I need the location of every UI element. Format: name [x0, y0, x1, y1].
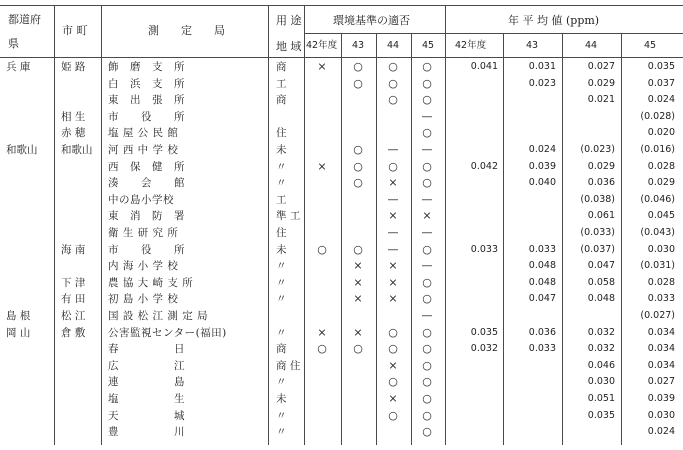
std-mark: ○: [353, 60, 363, 73]
std-mark: ○: [353, 143, 363, 156]
station-cell: 白 浜 支 所: [108, 77, 185, 90]
header-std-year: 43: [352, 40, 365, 51]
std-mark: ×: [388, 209, 398, 223]
avg-value: 0.051: [587, 393, 615, 404]
avg-value: 0.048: [587, 293, 615, 305]
use-cell: 工: [276, 193, 287, 206]
std-mark: ○: [353, 159, 363, 173]
avg-value: 0.029: [587, 160, 615, 172]
avg-value: 0.028: [647, 160, 675, 172]
avg-value: (0.043): [640, 227, 675, 238]
std-mark: ×: [317, 60, 327, 73]
avg-value: 0.033: [470, 243, 498, 255]
station-cell: 公害監視センター(福田): [108, 326, 227, 339]
avg-value: 0.024: [528, 144, 556, 155]
use-cell: 商: [276, 61, 287, 73]
std-mark: —: [421, 192, 433, 206]
city-cell: 和歌山: [61, 144, 93, 156]
avg-value: 0.047: [587, 260, 615, 272]
std-mark: —: [387, 226, 399, 239]
header-pref-line2: 県: [8, 37, 19, 50]
std-mark: ×: [388, 392, 398, 405]
use-cell: 未: [276, 393, 287, 405]
std-mark: —: [421, 226, 433, 239]
use-cell: 住: [276, 127, 287, 140]
std-mark: ○: [353, 76, 363, 90]
std-mark: ×: [388, 292, 398, 306]
use-cell: 工: [276, 77, 287, 90]
avg-value: (0.027): [640, 310, 675, 321]
avg-value: 0.024: [647, 426, 675, 438]
std-mark: ○: [388, 60, 398, 73]
station-cell: 河 西 中 学 校: [108, 144, 179, 156]
std-mark: ○: [422, 159, 432, 173]
std-mark: ×: [317, 325, 327, 339]
header-city: 市 町: [62, 24, 88, 37]
std-mark: ○: [388, 342, 398, 356]
station-cell: 農 協 大 崎 支 所: [108, 276, 194, 289]
std-mark: ×: [388, 259, 398, 273]
col-divider: [101, 5, 102, 445]
std-mark: ○: [422, 60, 432, 73]
avg-value: 0.027: [647, 376, 675, 388]
std-mark: ○: [422, 176, 432, 190]
avg-value: 0.037: [647, 77, 675, 89]
avg-value: 0.028: [647, 276, 675, 288]
avg-value: 0.032: [587, 343, 615, 355]
avg-value: 0.036: [528, 326, 556, 338]
col-divider: [503, 33, 504, 445]
station-cell: 連 島: [108, 376, 185, 389]
std-mark: ○: [422, 408, 432, 422]
station-cell: 市 役 所: [108, 110, 185, 123]
std-mark: ○: [388, 76, 398, 90]
std-mark: ○: [353, 176, 363, 190]
std-mark: ○: [422, 425, 432, 439]
avg-value: (0.033): [580, 227, 615, 238]
std-mark: ○: [388, 325, 398, 339]
avg-value: (0.031): [640, 260, 675, 272]
header-avg-title: 年 平 均 値 (ppm): [508, 14, 600, 27]
std-mark: —: [421, 259, 433, 273]
station-cell: 塩 屋 公 民 館: [108, 127, 179, 140]
header-avg-year: 44: [585, 40, 598, 51]
std-mark: ○: [422, 76, 432, 90]
use-cell: 〃: [276, 409, 287, 422]
use-cell: 〃: [276, 376, 287, 389]
city-cell: 倉 敷: [61, 326, 86, 339]
avg-value: 0.039: [647, 393, 675, 404]
avg-value: 0.029: [587, 77, 615, 89]
use-cell: 未: [276, 243, 287, 256]
station-cell: 飾 磨 支 所: [108, 61, 185, 73]
station-cell: 内 海 小 学 校: [108, 260, 179, 273]
avg-value: 0.023: [528, 77, 556, 89]
avg-value: (0.037): [580, 243, 615, 255]
header-use-line2: 地 域: [276, 40, 302, 53]
std-mark: ×: [388, 176, 398, 190]
use-cell: 〃: [276, 426, 287, 439]
city-cell: 赤 穂: [61, 127, 86, 140]
header-std-year: 44: [387, 40, 400, 51]
station-cell: 国 設 松 江 測 定 局: [108, 310, 209, 322]
header-avg-year: 45: [644, 40, 657, 51]
col-divider: [341, 33, 342, 445]
station-cell: 衛 生 研 究 所: [108, 227, 179, 239]
avg-value: 0.047: [528, 293, 556, 305]
avg-value: 0.027: [587, 61, 615, 72]
std-mark: ○: [422, 325, 432, 339]
use-cell: 商 住: [276, 359, 301, 372]
use-cell: 未: [276, 144, 287, 156]
std-mark: ○: [422, 126, 432, 140]
station-cell: 西 保 健 所: [108, 160, 185, 173]
avg-value: 0.030: [587, 376, 615, 388]
avg-value: 0.035: [587, 409, 615, 421]
std-mark: ×: [353, 292, 363, 306]
col-divider: [304, 5, 305, 445]
std-mark: ×: [388, 275, 398, 289]
avg-value: 0.032: [470, 343, 498, 355]
avg-value: (0.046): [640, 193, 675, 205]
std-mark: ○: [317, 342, 327, 356]
avg-value: 0.020: [647, 127, 675, 139]
use-cell: 準 工: [276, 210, 301, 223]
pref-cell: 和歌山: [6, 144, 38, 156]
std-mark: ○: [353, 342, 363, 356]
station-cell: 市 役 所: [108, 243, 185, 256]
std-mark: —: [421, 109, 433, 123]
avg-value: 0.030: [647, 409, 675, 421]
avg-value: 0.036: [587, 177, 615, 189]
avg-value: 0.061: [587, 210, 615, 222]
std-mark: —: [387, 242, 399, 256]
top-rule: [0, 5, 683, 6]
city-cell: 下 津: [61, 276, 86, 289]
avg-value: 0.021: [587, 94, 615, 106]
header-std-title: 環境基準の適否: [333, 14, 410, 27]
std-mark: ○: [422, 358, 432, 372]
station-cell: 広 江: [108, 359, 185, 372]
avg-value: 0.048: [528, 260, 556, 272]
city-cell: 有 田: [61, 293, 86, 306]
std-mark: ○: [388, 375, 398, 389]
std-mark: ○: [422, 93, 432, 107]
pref-cell: 島 根: [6, 310, 31, 322]
station-cell: 塩 生: [108, 393, 185, 405]
use-cell: 〃: [276, 160, 287, 173]
pref-cell: 兵 庫: [6, 61, 31, 73]
station-cell: 天 城: [108, 409, 185, 422]
avg-value: 0.040: [528, 177, 556, 189]
avg-value: 0.046: [587, 359, 615, 371]
city-cell: 相 生: [61, 110, 86, 123]
use-cell: 商: [276, 94, 287, 107]
avg-value: 0.030: [647, 243, 675, 255]
use-cell: 商: [276, 343, 287, 356]
col-divider: [376, 33, 377, 445]
avg-value: 0.034: [647, 326, 675, 338]
std-mark: ○: [422, 275, 432, 289]
use-cell: 住: [276, 227, 287, 239]
city-cell: 松 江: [61, 310, 86, 322]
station-cell: 東 消 防 署: [108, 210, 185, 223]
use-cell: 〃: [276, 293, 287, 306]
col-divider: [54, 5, 55, 445]
header-station: 測 定 局: [148, 24, 225, 37]
std-mark: ×: [317, 159, 327, 173]
station-cell: 湊 会 館: [108, 177, 185, 190]
avg-value: 0.042: [470, 160, 498, 172]
city-cell: 海 南: [61, 243, 86, 256]
pref-cell: 岡 山: [6, 326, 31, 339]
use-cell: 〃: [276, 276, 287, 289]
std-mark: ×: [353, 325, 363, 339]
avg-value: 0.045: [647, 210, 675, 222]
std-mark: ○: [388, 159, 398, 173]
std-mark: ○: [317, 242, 327, 256]
std-mark: ○: [422, 375, 432, 389]
header-use: 用 途: [276, 14, 302, 27]
header-avg-year: 42年度: [455, 40, 487, 51]
station-cell: 初 島 小 学 校: [108, 293, 179, 306]
avg-value: 0.034: [647, 359, 675, 371]
avg-value: 0.039: [528, 160, 556, 172]
std-mark: ○: [422, 392, 432, 405]
header-pref: 都道府: [8, 13, 41, 26]
std-mark: ×: [353, 259, 363, 273]
use-cell: 〃: [276, 326, 287, 339]
std-mark: ○: [422, 342, 432, 356]
avg-value: (0.028): [640, 110, 675, 122]
avg-value: 0.033: [528, 243, 556, 255]
station-cell: 中の島小学校: [108, 193, 174, 206]
avg-value: 0.041: [470, 61, 498, 72]
std-mark: ○: [422, 242, 432, 256]
avg-value: 0.029: [647, 177, 675, 189]
station-cell: 豊 川: [108, 426, 185, 439]
std-mark: —: [421, 309, 433, 322]
avg-value: (0.016): [640, 144, 675, 155]
std-mark: ○: [388, 408, 398, 422]
std-mark: —: [421, 143, 433, 156]
std-mark: ×: [388, 358, 398, 372]
std-mark: ×: [422, 209, 432, 223]
col-divider: [411, 33, 412, 445]
use-cell: 〃: [276, 177, 287, 190]
avg-value: 0.033: [647, 293, 675, 305]
std-mark: ○: [353, 242, 363, 256]
std-mark: ○: [388, 93, 398, 107]
avg-value: 0.048: [528, 276, 556, 288]
station-cell: 東 出 張 所: [108, 94, 185, 107]
std-mark: ×: [353, 275, 363, 289]
avg-value: 0.033: [528, 343, 556, 355]
std-mark: —: [387, 143, 399, 156]
avg-value: 0.031: [528, 61, 556, 72]
city-cell: 姫 路: [61, 61, 86, 73]
avg-value: 0.024: [647, 94, 675, 106]
avg-value: 0.035: [470, 326, 498, 338]
avg-value: 0.034: [647, 343, 675, 355]
header-avg-year: 43: [526, 40, 539, 51]
avg-value: 0.058: [587, 276, 615, 288]
col-divider: [268, 5, 269, 445]
station-cell: 春 日: [108, 343, 185, 356]
std-mark: ○: [422, 292, 432, 306]
header-std-year: 45: [422, 40, 435, 51]
header-std-year: 42年度: [306, 40, 338, 51]
avg-value: 0.032: [587, 326, 615, 338]
std-mark: —: [387, 192, 399, 206]
avg-value: 0.035: [647, 61, 675, 72]
avg-value: (0.038): [580, 193, 615, 205]
header-mid-rule: [304, 33, 683, 34]
use-cell: 〃: [276, 260, 287, 273]
avg-value: (0.023): [580, 144, 615, 155]
